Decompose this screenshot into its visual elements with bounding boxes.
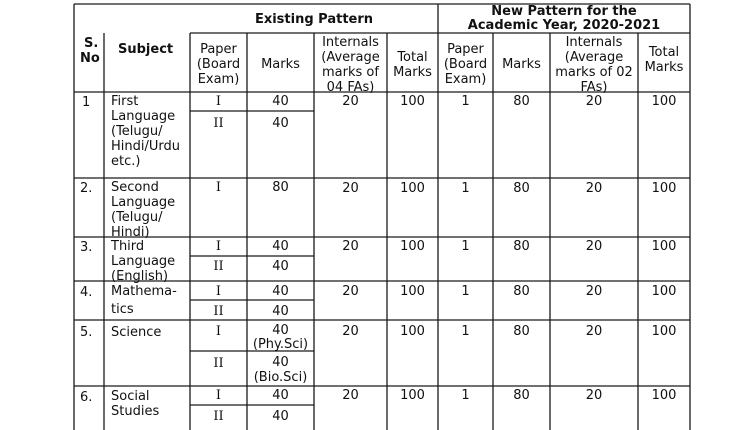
header-internals-line1: Internals <box>322 35 379 50</box>
row-4-total: 100 <box>400 284 425 299</box>
row-6-internals: 20 <box>342 388 359 403</box>
header-new-paper-line3: Exam) <box>444 72 487 87</box>
header-new-internals-line4: FAs) <box>580 80 608 95</box>
row-3-sno: 3. <box>80 240 93 255</box>
row-2-total: 100 <box>400 181 425 196</box>
row-6-new-marks: 80 <box>513 388 530 403</box>
row-1-new-internals: 20 <box>585 94 603 109</box>
row-4-new-total: 100 <box>651 284 677 299</box>
row-4-sno: 4. <box>80 285 93 300</box>
row-4-subject <box>111 284 177 317</box>
header-subject: Subject <box>118 42 174 57</box>
header-new-paper-line2: (Board <box>443 57 488 72</box>
header-new-internals-line2: (Average <box>564 50 624 65</box>
row-4-new-marks: 80 <box>513 284 530 299</box>
row-4-paper-2: II <box>213 304 224 319</box>
header-new-total-line1: Total <box>648 45 680 60</box>
row-1-subject-line4: Hindi/Urdu <box>111 139 180 154</box>
header-internals-line3: marks of <box>322 65 379 80</box>
header-sno-line1: S. <box>84 36 99 51</box>
row-3-marks-1: 40 <box>272 239 289 254</box>
row-5-marks-2-subject: (Bio.Sci) <box>253 370 308 385</box>
row-1-internals: 20 <box>342 94 359 109</box>
row-5-marks-1: 40 <box>272 323 289 338</box>
header-paper-board-exam <box>190 42 247 87</box>
row-2-marks-1: 80 <box>272 180 289 195</box>
row-3-total: 100 <box>400 239 425 254</box>
header-new-total-marks <box>638 45 690 75</box>
row-2-subject-line1: Second <box>111 180 159 195</box>
row-2-new-marks: 80 <box>513 181 530 196</box>
row-3-subject-line3: (English) <box>111 269 169 284</box>
row-1-paper-1: I <box>215 94 222 109</box>
row-3-subject-line1: Third <box>111 239 145 254</box>
row-6-paper-2: II <box>213 409 224 424</box>
header-existing-pattern: Existing Pattern <box>254 12 374 27</box>
header-new-pattern-line1: New Pattern for the <box>491 4 637 19</box>
row-5-paper-1: I <box>215 324 222 339</box>
header-new-internals <box>550 35 638 95</box>
row-1-new-total: 100 <box>651 94 677 109</box>
row-4-paper-1: I <box>215 284 222 299</box>
row-4-marks-1: 40 <box>272 284 289 299</box>
row-3-marks-2: 40 <box>272 259 289 274</box>
header-total-marks <box>387 50 438 80</box>
row-3-subject <box>111 239 175 284</box>
row-5-paper-2: II <box>213 356 224 371</box>
row-3-new-total: 100 <box>651 239 677 254</box>
header-paper-line1: Paper <box>200 42 237 57</box>
row-1-sno: 1 <box>82 95 91 110</box>
header-new-paper-line1: Paper <box>447 42 484 57</box>
row-1-subject-line2: Language <box>111 109 176 124</box>
header-paper-line3: Exam) <box>197 72 240 87</box>
row-5-marks-2: 40 <box>272 355 289 370</box>
row-1-paper-2: II <box>213 116 224 131</box>
row-5-sno: 5. <box>80 325 93 340</box>
row-6-new-internals: 20 <box>585 388 603 403</box>
row-2-paper-1: I <box>215 180 222 195</box>
row-1-subject-line5: etc.) <box>111 154 141 169</box>
row-3-new-paper: 1 <box>461 239 470 254</box>
row-1-subject-line1: First <box>111 94 139 109</box>
row-4-internals: 20 <box>342 284 359 299</box>
row-6-total: 100 <box>400 388 425 403</box>
header-new-pattern-line2: Academic Year, 2020-2021 <box>467 18 661 33</box>
row-5-new-paper: 1 <box>461 324 470 339</box>
header-new-total-line2: Marks <box>644 60 684 75</box>
row-4-subject-line2: tics <box>111 302 134 317</box>
header-sno-line2: No <box>80 51 100 66</box>
row-5-new-total: 100 <box>651 324 677 339</box>
header-total-line1: Total <box>397 50 428 65</box>
row-3-paper-1: I <box>215 239 222 254</box>
row-3-subject-line2: Language <box>111 254 176 269</box>
row-2-subject-line2: Language <box>111 195 176 210</box>
row-1-new-marks: 80 <box>513 94 530 109</box>
row-5-new-internals: 20 <box>585 324 603 339</box>
row-1-subject-line3: (Telugu/ <box>111 124 163 139</box>
header-internals-line2: (Average <box>321 50 380 65</box>
row-4-new-paper: 1 <box>461 284 470 299</box>
row-3-paper-2: II <box>213 259 224 274</box>
header-marks: Marks <box>261 57 300 72</box>
header-new-paper-board-exam <box>438 42 493 87</box>
row-1-total: 100 <box>400 94 425 109</box>
row-3-new-internals: 20 <box>585 239 603 254</box>
row-6-new-total: 100 <box>651 388 677 403</box>
row-2-subject-line3: (Telugu/ <box>111 210 163 225</box>
row-6-subject-line1: Social <box>111 389 150 404</box>
row-2-new-paper: 1 <box>461 181 470 196</box>
row-6-marks-2: 40 <box>272 409 289 424</box>
row-2-subject-line4: Hindi) <box>111 225 150 240</box>
row-5-marks-1-subject: (Phy.Sci) <box>252 337 309 352</box>
row-4-subject-line1: Mathema- <box>111 284 177 299</box>
row-5-internals: 20 <box>342 324 359 339</box>
row-6-sno: 6. <box>80 390 93 405</box>
row-5-new-marks: 80 <box>513 324 530 339</box>
header-new-internals-line1: Internals <box>565 35 623 50</box>
row-5-total: 100 <box>400 324 425 339</box>
header-internals-line4: 04 FAs) <box>326 80 375 95</box>
row-5-subject: Science <box>111 325 162 340</box>
header-internals <box>314 35 387 95</box>
row-3-new-marks: 80 <box>513 239 530 254</box>
row-2-sno: 2. <box>80 181 93 196</box>
header-new-marks: Marks <box>502 57 541 72</box>
row-6-subject <box>111 389 159 419</box>
row-2-new-total: 100 <box>651 181 677 196</box>
row-4-marks-2: 40 <box>272 304 289 319</box>
header-paper-line2: (Board <box>196 57 241 72</box>
row-2-new-internals: 20 <box>585 181 603 196</box>
row-2-subject <box>111 180 175 240</box>
header-total-line2: Marks <box>393 65 432 80</box>
row-6-subject-line2: Studies <box>111 404 160 419</box>
row-6-new-paper: 1 <box>461 388 470 403</box>
row-2-internals: 20 <box>342 181 359 196</box>
row-6-paper-1: I <box>215 388 222 403</box>
row-1-marks-1: 40 <box>272 94 289 109</box>
row-1-new-paper: 1 <box>461 94 470 109</box>
row-6-marks-1: 40 <box>272 388 289 403</box>
row-4-new-internals: 20 <box>585 284 603 299</box>
row-1-marks-2: 40 <box>272 116 289 131</box>
header-new-internals-line3: marks of 02 <box>555 65 633 80</box>
row-1-subject <box>111 94 180 169</box>
row-3-internals: 20 <box>342 239 359 254</box>
